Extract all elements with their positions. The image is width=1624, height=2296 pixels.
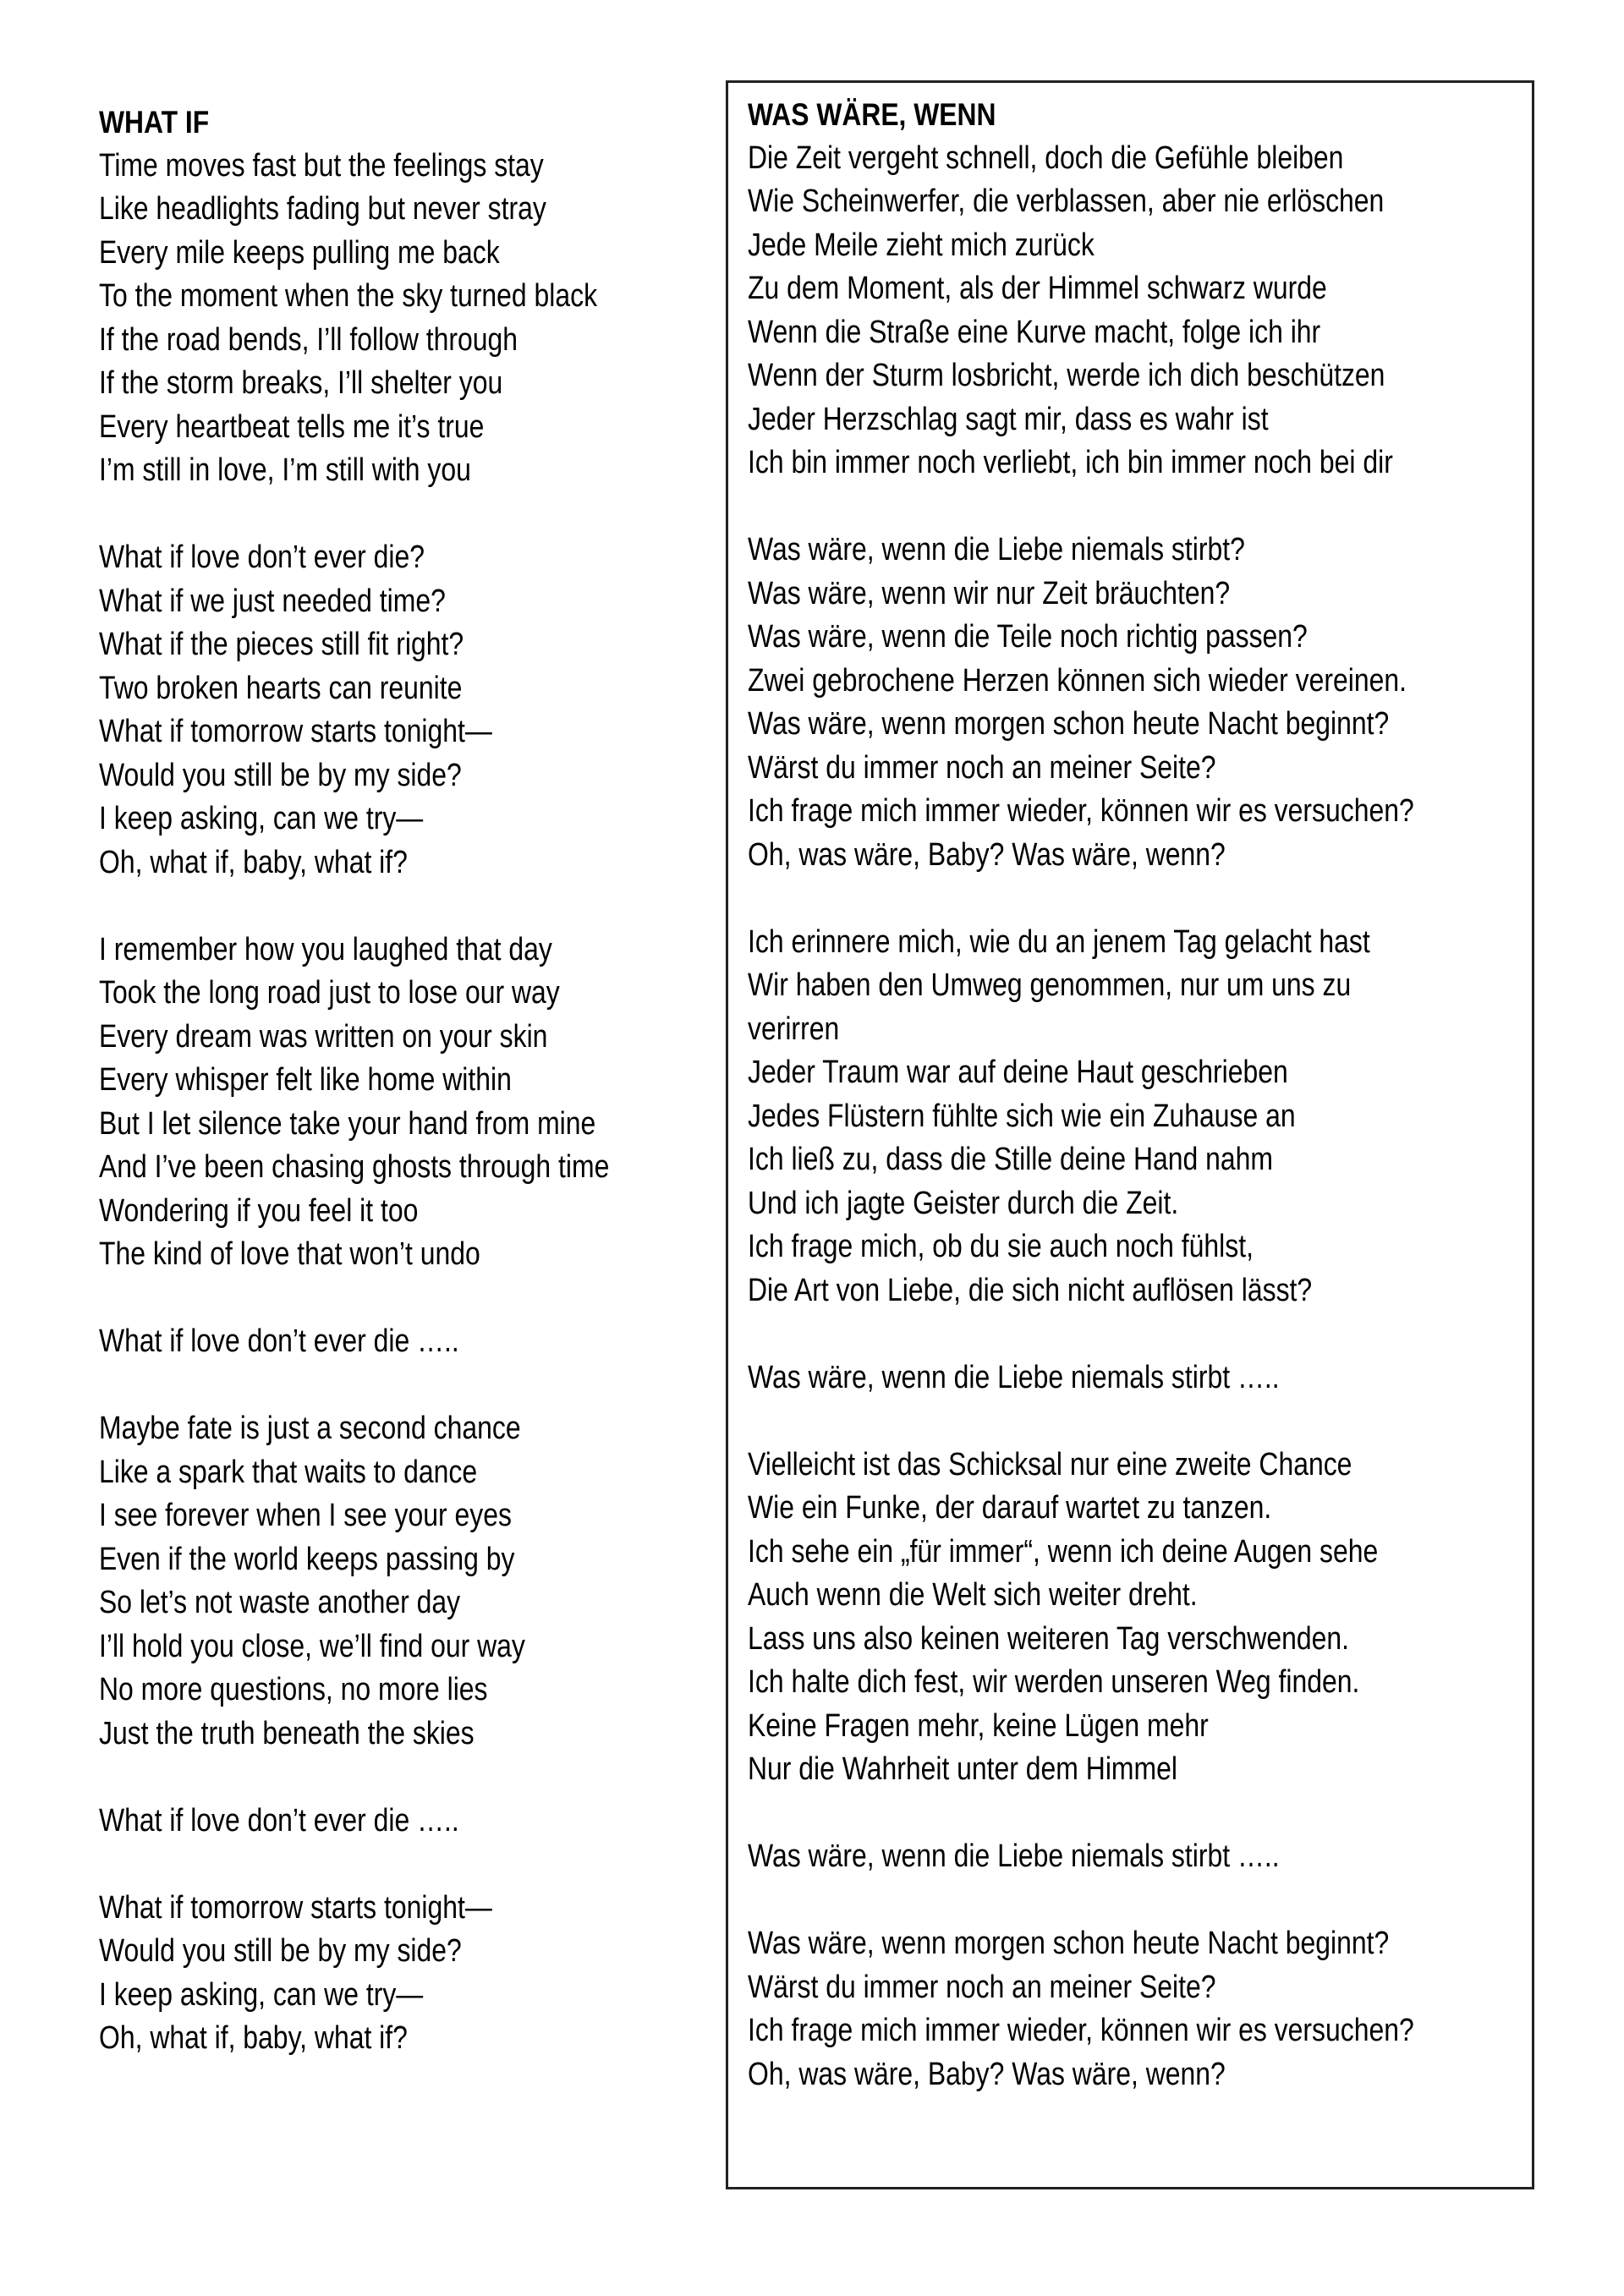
lyric-line: Like headlights fading but never stray <box>99 191 546 227</box>
lyric-line: Would you still be by my side? <box>99 1933 462 1969</box>
lyric-line: Lass uns also keinen weiteren Tag verschwenden. <box>748 1620 1349 1657</box>
lyric-line: Every mile keeps pulling me back <box>99 234 500 271</box>
lyric-line: Was wäre, wenn morgen schon heute Nacht beginnt? <box>748 706 1390 742</box>
english-stanza <box>99 1320 708 1364</box>
lyric-line: What if the pieces still fit right? <box>99 627 464 662</box>
lyric-line: Jeder Herzschlag sagt mir, dass es wahr ist <box>748 401 1269 437</box>
lyric-line: Ich frage mich immer wieder, können wir es versuchen? <box>748 793 1414 829</box>
lyric-line: I keep asking, can we try— <box>99 801 424 836</box>
stanza-gap <box>748 1400 1526 1444</box>
english-stanza <box>99 1887 708 2061</box>
german-stanza <box>748 529 1526 877</box>
lyric-line: Zu dem Moment, als der Himmel schwarz wurde <box>748 271 1327 306</box>
lyric-line: Wenn die Straße eine Kurve macht, folge ich ihr <box>748 314 1321 350</box>
stanza-gap <box>99 1843 708 1887</box>
stanza-gap <box>748 1312 1526 1356</box>
stanza-gap <box>99 493 708 537</box>
lyric-line: I see forever when I see your eyes <box>99 1498 512 1533</box>
german-stanza <box>748 921 1526 1313</box>
lyric-line: Wie ein Funke, der darauf wartet zu tanzen. <box>748 1490 1272 1526</box>
lyric-line: What if tomorrow starts tonight— <box>99 1889 492 1926</box>
lyric-line: I keep asking, can we try— <box>99 1976 424 2013</box>
lyric-line: What if love don’t ever die ….. <box>99 1802 459 1838</box>
lyric-line: Oh, was wäre, Baby? Was wäre, wenn? <box>748 2056 1226 2092</box>
english-lyrics-column <box>99 101 708 2061</box>
lyric-line: Die Zeit vergeht schnell, doch die Gefühle bleiben <box>748 140 1344 176</box>
lyric-line: Jeder Traum war auf deine Haut geschrieben <box>748 1055 1288 1090</box>
lyric-line: Even if the world keeps passing by <box>99 1541 515 1577</box>
lyric-line: Wenn der Sturm losbricht, werde ich dich beschützen <box>748 358 1385 393</box>
stanza-gap <box>99 1364 708 1408</box>
lyric-line: The kind of love that won’t undo <box>99 1236 480 1272</box>
english-title: WHAT IF <box>99 105 210 140</box>
lyric-line: Two broken hearts can reunite <box>99 670 463 706</box>
lyric-line: Und ich jagte Geister durch die Zeit. <box>748 1185 1179 1221</box>
lyric-line: Zwei gebrochene Herzen können sich wieder vereinen. <box>748 662 1407 699</box>
lyric-line: verirren <box>748 1011 840 1047</box>
lyric-line: Wärst du immer noch an meiner Seite? <box>748 749 1216 786</box>
lyric-line: I’ll hold you close, we’ll find our way <box>99 1628 525 1664</box>
english-stanza <box>99 929 708 1277</box>
german-stanza <box>748 1444 1526 1792</box>
lyric-line: What if we just needed time? <box>99 583 446 619</box>
lyric-line: Like a spark that waits to dance <box>99 1454 478 1490</box>
stanza-gap <box>99 1756 708 1800</box>
stanza-gap <box>748 877 1526 921</box>
stanza-gap <box>99 885 708 929</box>
lyric-line: Wondering if you feel it too <box>99 1192 419 1229</box>
stanza-gap <box>99 1277 708 1321</box>
lyric-line: Oh, what if, baby, what if? <box>99 844 408 880</box>
lyric-line: To the moment when the sky turned black <box>99 278 598 314</box>
lyric-line: Nur die Wahrheit unter dem Himmel <box>748 1751 1177 1787</box>
lyric-line: But I let silence take your hand from mine <box>99 1105 596 1142</box>
german-lyrics-body <box>748 137 1526 2097</box>
german-lyrics-column <box>748 93 1526 2096</box>
german-stanza <box>748 1922 1526 2096</box>
german-title: WAS WÄRE, WENN <box>748 97 996 132</box>
lyric-line: Ich bin immer noch verliebt, ich bin immer noch bei dir <box>748 445 1393 480</box>
lyric-line: Was wäre, wenn die Liebe niemals stirbt ….. <box>748 1359 1280 1395</box>
german-stanza <box>748 137 1526 485</box>
lyric-line: If the road bends, I’ll follow through <box>99 321 518 358</box>
lyric-line: Ich frage mich immer wieder, können wir es versuchen? <box>748 2013 1414 2048</box>
lyric-line: Every whisper felt like home within <box>99 1062 512 1098</box>
english-stanza <box>99 536 708 885</box>
english-stanza <box>99 1407 708 1756</box>
lyric-line: Vielleicht ist das Schicksal nur eine zweite Chance <box>748 1446 1352 1482</box>
lyric-line: Auch wenn die Welt sich weiter dreht. <box>748 1577 1198 1613</box>
lyric-line: Was wäre, wenn die Liebe niemals stirbt ….. <box>748 1838 1280 1874</box>
lyric-line: I remember how you laughed that day <box>99 931 552 967</box>
lyric-line: What if love don’t ever die? <box>99 540 425 575</box>
lyric-line: Ich erinnere mich, wie du an jenem Tag gelacht hast <box>748 923 1370 960</box>
lyric-line: And I’ve been chasing ghosts through time <box>99 1149 610 1185</box>
german-stanza <box>748 1835 1526 1879</box>
lyric-line: Wie Scheinwerfer, die verblassen, aber nie erlöschen <box>748 184 1385 219</box>
lyric-line: Oh, what if, baby, what if? <box>99 2020 408 2056</box>
lyric-line: Die Art von Liebe, die sich nicht auflösen lässt? <box>748 1272 1313 1308</box>
lyric-line: Was wäre, wenn die Teile noch richtig passen? <box>748 619 1308 655</box>
lyric-line: Just the truth beneath the skies <box>99 1715 475 1751</box>
lyric-line: Ich sehe ein „für immer“, wenn ich deine Augen sehe <box>748 1533 1379 1570</box>
lyric-line: Oh, was wäre, Baby? Was wäre, wenn? <box>748 836 1226 873</box>
lyric-line: Ich ließ zu, dass die Stille deine Hand nahm <box>748 1142 1274 1177</box>
stanza-gap <box>748 1792 1526 1836</box>
lyric-line: Time moves fast but the feelings stay <box>99 147 544 184</box>
lyric-line: If the storm breaks, I’ll shelter you <box>99 365 503 401</box>
lyric-line: Took the long road just to lose our way <box>99 975 560 1011</box>
english-stanza <box>99 1800 708 1844</box>
english-lyrics-body <box>99 145 708 2061</box>
lyric-line: So let’s not waste another day <box>99 1585 461 1620</box>
lyric-line: Maybe fate is just a second chance <box>99 1411 521 1446</box>
lyric-line: Every dream was written on your skin <box>99 1018 548 1055</box>
lyric-line: Ich frage mich, ob du sie auch noch fühlst, <box>748 1229 1254 1264</box>
lyric-line: What if tomorrow starts tonight— <box>99 714 492 749</box>
lyric-line: What if love don’t ever die ….. <box>99 1323 459 1359</box>
lyric-line: No more questions, no more lies <box>99 1672 488 1707</box>
lyric-line: Ich halte dich fest, wir werden unseren Weg finden. <box>748 1664 1360 1700</box>
lyric-line: Every heartbeat tells me it’s true <box>99 408 485 445</box>
german-stanza <box>748 1356 1526 1400</box>
english-stanza <box>99 145 708 493</box>
lyric-line: Was wäre, wenn die Liebe niemals stirbt? <box>748 532 1245 567</box>
lyric-line: Wärst du immer noch an meiner Seite? <box>748 1969 1216 2005</box>
lyric-line: I’m still in love, I’m still with you <box>99 452 471 488</box>
lyric-line: Would you still be by my side? <box>99 757 462 793</box>
lyric-line: Jede Meile zieht mich zurück <box>748 227 1095 263</box>
lyric-line: Jedes Flüstern fühlte sich wie ein Zuhause an <box>748 1098 1296 1134</box>
lyric-line: Was wäre, wenn wir nur Zeit bräuchten? <box>748 575 1231 611</box>
lyric-line: Was wäre, wenn morgen schon heute Nacht beginnt? <box>748 1926 1390 1961</box>
lyric-line: Keine Fragen mehr, keine Lügen mehr <box>748 1707 1209 1744</box>
stanza-gap <box>748 1879 1526 1923</box>
stanza-gap <box>748 485 1526 529</box>
lyric-line: Wir haben den Umweg genommen, nur um uns zu <box>748 967 1352 1003</box>
